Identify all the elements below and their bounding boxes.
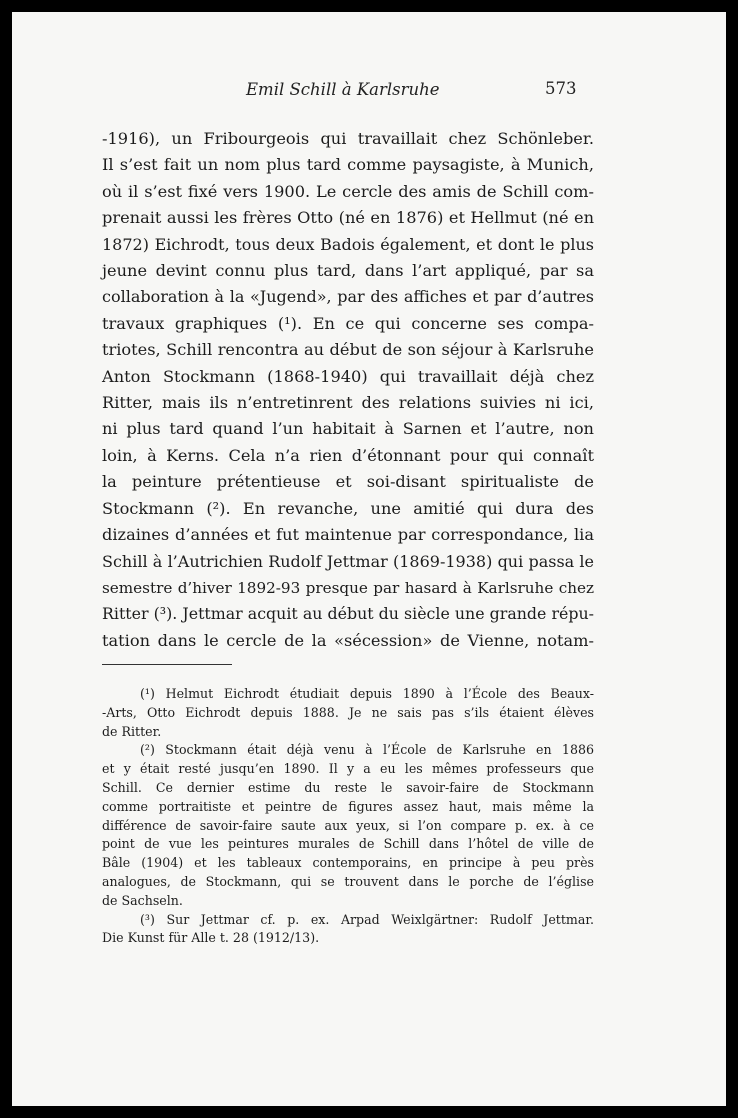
footnote-marker: (³) xyxy=(140,911,155,927)
footnote-line xyxy=(102,911,594,930)
body-line: 1872) Eichrodt, tous deux Badois également, et dont le plus xyxy=(102,234,594,254)
footnote-line: de Ritter. xyxy=(102,723,162,739)
body-line: collaboration à la «Jugend», par des affiches et par d’autres xyxy=(102,287,594,307)
book-page xyxy=(12,12,726,1106)
footnote-line: différence de savoir-faire saute aux yeux, si l’on compare p. ex. à ce xyxy=(102,817,594,833)
footnote-line: et y était resté jusqu’en 1890. Il y a eu les mêmes professeurs que xyxy=(102,761,594,777)
body-line: la peinture prétentieuse et soi-disant spiritualiste de xyxy=(102,472,594,492)
footnote-line xyxy=(102,685,594,704)
body-line: Il s’est fait un nom plus tard comme paysagiste, à Munich, xyxy=(102,155,594,175)
footnote-line: Schill. Ce dernier estime du reste le savoir-faire de Stockmann xyxy=(102,779,594,795)
body-line: prenait aussi les frères Otto (né en 1876) et Hellmut (né en xyxy=(102,208,594,228)
footnote-line: comme portraitiste et peintre de figures assez haut, mais même la xyxy=(102,798,594,814)
body-line: Schill à l’Autrichien Rudolf Jettmar (1869-1938) qui passa le xyxy=(102,551,594,571)
footnotes xyxy=(102,685,594,948)
footnote-separator xyxy=(102,664,232,665)
footnote-3 xyxy=(102,911,594,949)
page-header xyxy=(12,76,726,102)
running-title: Emil Schill à Karlsruhe xyxy=(246,80,440,99)
footnote-line: point de vue les peintures murales de Schill dans l’hôtel de ville de xyxy=(102,836,594,852)
footnote-line: Die Kunst für Alle t. 28 (1912/13). xyxy=(102,930,320,946)
footnote-line: de Sachseln. xyxy=(102,892,183,908)
footnote-text: Sur Jettmar cf. p. ex. Arpad Weixlgärtner: Rudolf Jettmar. xyxy=(166,911,594,927)
body-text xyxy=(102,126,594,654)
body-line: -1916), un Fribourgeois qui travaillait chez Schönleber. xyxy=(102,129,594,148)
footnote-marker: (¹) xyxy=(140,686,155,701)
footnote-marker: (²) xyxy=(140,742,155,758)
footnote-line: -Arts, Otto Eichrodt depuis 1888. Je ne sais pas s’ils étaient élèves xyxy=(102,704,594,720)
footnote-line xyxy=(102,741,594,760)
body-line: triotes, Schill rencontra au début de son séjour à Karlsruhe xyxy=(102,340,594,360)
page-number: 573 xyxy=(545,79,577,98)
body-line: où il s’est fixé vers 1900. Le cercle des amis de Schill com- xyxy=(102,181,594,201)
footnote-text: Stockmann était déjà venu à l’École de Karlsruhe en 1886 xyxy=(165,742,594,758)
footnote-line: Bâle (1904) et les tableaux contemporains, en principe à peu près xyxy=(102,855,594,871)
body-line: Stockmann (²). En revanche, une amitié qui dura des xyxy=(102,498,594,518)
body-line: travaux graphiques (¹). En ce qui concerne ses compa- xyxy=(102,313,594,333)
body-line: tation dans le cercle de la «sécession» de Vienne, notam- xyxy=(102,630,594,650)
footnote-1 xyxy=(102,685,594,741)
body-line: Ritter (³). Jettmar acquit au début du siècle une grande répu- xyxy=(102,604,594,624)
body-line: semestre d’hiver 1892-93 presque par hasard à Karlsruhe chez xyxy=(102,578,594,597)
body-line: jeune devint connu plus tard, dans l’art appliqué, par sa xyxy=(102,261,594,281)
footnote-line: analogues, de Stockmann, qui se trouvent dans le porche de l’église xyxy=(102,873,594,889)
body-line: Anton Stockmann (1868-1940) qui travaillait déjà chez xyxy=(102,366,594,386)
body-line: dizaines d’années et fut maintenue par correspondance, lia xyxy=(102,525,594,545)
footnote-2 xyxy=(102,741,594,910)
body-line: Ritter, mais ils n’entretinrent des relations suivies ni ici, xyxy=(102,393,594,413)
body-line: ni plus tard quand l’un habitait à Sarnen et l’autre, non xyxy=(102,419,594,439)
footnote-text: Helmut Eichrodt étudiait depuis 1890 à l’École des Beaux- xyxy=(165,686,594,701)
body-line: loin, à Kerns. Cela n’a rien d’étonnant pour qui connaît xyxy=(102,445,594,465)
